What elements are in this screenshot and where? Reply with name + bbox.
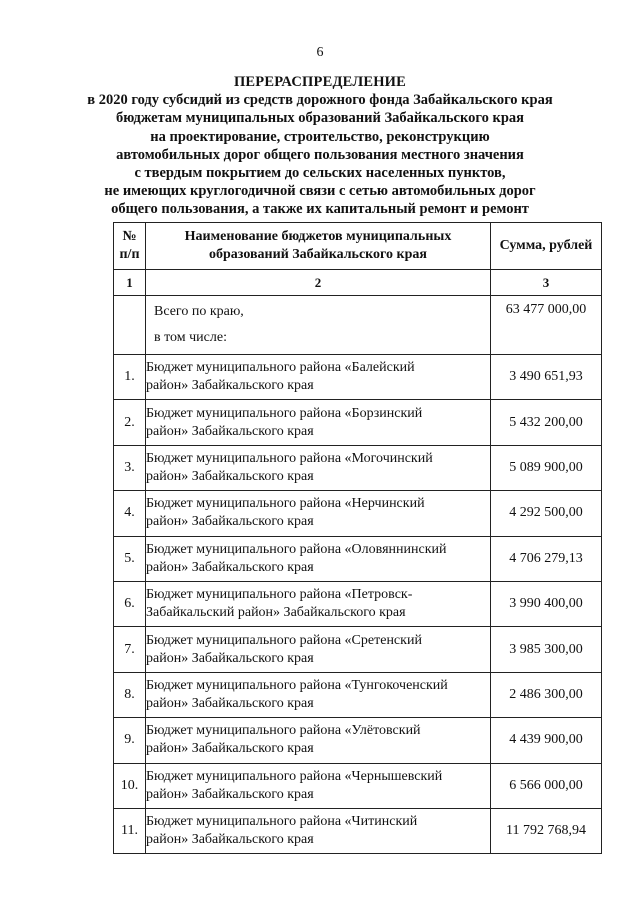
row-number: 1.: [114, 355, 146, 400]
budget-name-line: Бюджет муниципального района «Сретенский: [146, 632, 422, 648]
page-number: 6: [316, 45, 324, 60]
budget-name: [146, 491, 491, 536]
row-number: 6.: [114, 581, 146, 626]
title-line: автомобильных дорог общего пользования местного значения: [116, 146, 524, 163]
budget-name-line: Бюджет муниципального района «Улётовский: [146, 723, 421, 739]
column-index: 1: [114, 270, 146, 296]
budget-name-line: Бюджет муниципального района «Могочинский: [146, 450, 433, 466]
budget-name-line: Бюджет муниципального района «Читинский: [146, 814, 418, 830]
amount: 3 490 651,93: [491, 355, 602, 400]
budget-name-line: район» Забайкальского края: [146, 378, 314, 394]
budget-name: [146, 808, 491, 853]
budget-name-line: Бюджет муниципального района «Петровск-: [146, 587, 413, 603]
budget-name: [146, 355, 491, 400]
budget-name: [146, 581, 491, 626]
amount: 3 990 400,00: [491, 581, 602, 626]
amount: 4 439 900,00: [491, 718, 602, 763]
table-row: [114, 355, 602, 400]
table-row: [114, 808, 602, 853]
budget-name: [146, 445, 491, 490]
column-index-row: [114, 270, 602, 296]
table-row: [114, 581, 602, 626]
subsidy-table: [113, 222, 602, 854]
row-number: 11.: [114, 808, 146, 853]
budget-name-line: район» Забайкальского края: [146, 786, 314, 802]
budget-name: [146, 627, 491, 672]
column-header-name: Наименование бюджетов муниципальных образований Забайкальского края: [146, 223, 491, 270]
amount: 4 292 500,00: [491, 491, 602, 536]
budget-name-line: район» Забайкальского края: [146, 423, 314, 439]
budget-name-line: Бюджет муниципального района «Нерчинский: [146, 496, 425, 512]
budget-name: [146, 718, 491, 763]
row-number: 8.: [114, 672, 146, 717]
table-row: [114, 718, 602, 763]
column-index: 3: [491, 270, 602, 296]
amount: 5 089 900,00: [491, 445, 602, 490]
total-number-cell: [114, 296, 146, 355]
amount: 3 985 300,00: [491, 627, 602, 672]
budget-name-line: район» Забайкальского края: [146, 559, 314, 575]
budget-name: [146, 536, 491, 581]
budget-name-line: район» Забайкальского края: [146, 741, 314, 757]
budget-name-line: Бюджет муниципального района «Оловяннинский: [146, 541, 447, 557]
budget-name-line: Бюджет муниципального района «Балейский: [146, 360, 415, 376]
table-row: [114, 400, 602, 445]
table-row: [114, 491, 602, 536]
budget-name-line: район» Забайкальского края: [146, 832, 314, 848]
budget-name-line: Забайкальский район» Забайкальского края: [146, 605, 406, 621]
table-header-row: [114, 223, 602, 270]
budget-name-line: район» Забайкальского края: [146, 695, 314, 711]
row-number: 9.: [114, 718, 146, 763]
table-row: [114, 763, 602, 808]
budget-name-line: район» Забайкальского края: [146, 514, 314, 530]
title-heading: ПЕРЕРАСПРЕДЕЛЕНИЕ: [233, 74, 407, 90]
total-name-cell: Всего по краю, в том числе:: [146, 296, 491, 355]
total-sum-cell: 63 477 000,00: [491, 296, 602, 355]
amount: 6 566 000,00: [491, 763, 602, 808]
budget-name-line: Бюджет муниципального района «Чернышевский: [146, 768, 443, 784]
amount: 4 706 279,13: [491, 536, 602, 581]
column-header-number: № п/п: [114, 223, 146, 270]
title-line: в 2020 году субсидий из средств дорожного фонда Забайкальского края: [87, 92, 553, 109]
budget-name-line: район» Забайкальского края: [146, 650, 314, 666]
row-number: 2.: [114, 400, 146, 445]
row-number: 3.: [114, 445, 146, 490]
table-row: [114, 445, 602, 490]
table-row: [114, 536, 602, 581]
table-row: [114, 672, 602, 717]
row-number: 5.: [114, 536, 146, 581]
amount: 11 792 768,94: [491, 808, 602, 853]
budget-name: [146, 400, 491, 445]
budget-name-line: Бюджет муниципального района «Тунгокоченский: [146, 677, 448, 693]
row-number: 10.: [114, 763, 146, 808]
budget-name: [146, 763, 491, 808]
budget-name-line: Бюджет муниципального района «Борзинский: [146, 405, 423, 421]
title-line: общего пользования, а также их капитальный ремонт и ремонт: [111, 201, 529, 218]
total-row: [114, 296, 602, 355]
column-index: 2: [146, 270, 491, 296]
title-line: бюджетам муниципальных образований Забайкальского края: [115, 110, 525, 127]
title-line: на проектирование, строительство, реконструкцию: [150, 128, 490, 145]
document-title: [40, 73, 600, 219]
row-number: 7.: [114, 627, 146, 672]
table-row: [114, 627, 602, 672]
amount: 2 486 300,00: [491, 672, 602, 717]
title-line: не имеющих круглогодичной связи с сетью автомобильных дорог: [104, 183, 536, 200]
budget-name: [146, 672, 491, 717]
title-line: с твердым покрытием до сельских населенных пунктов,: [134, 165, 506, 182]
row-number: 4.: [114, 491, 146, 536]
budget-name-line: район» Забайкальского края: [146, 468, 314, 484]
amount: 5 432 200,00: [491, 400, 602, 445]
column-header-sum: Сумма, рублей: [491, 223, 602, 270]
